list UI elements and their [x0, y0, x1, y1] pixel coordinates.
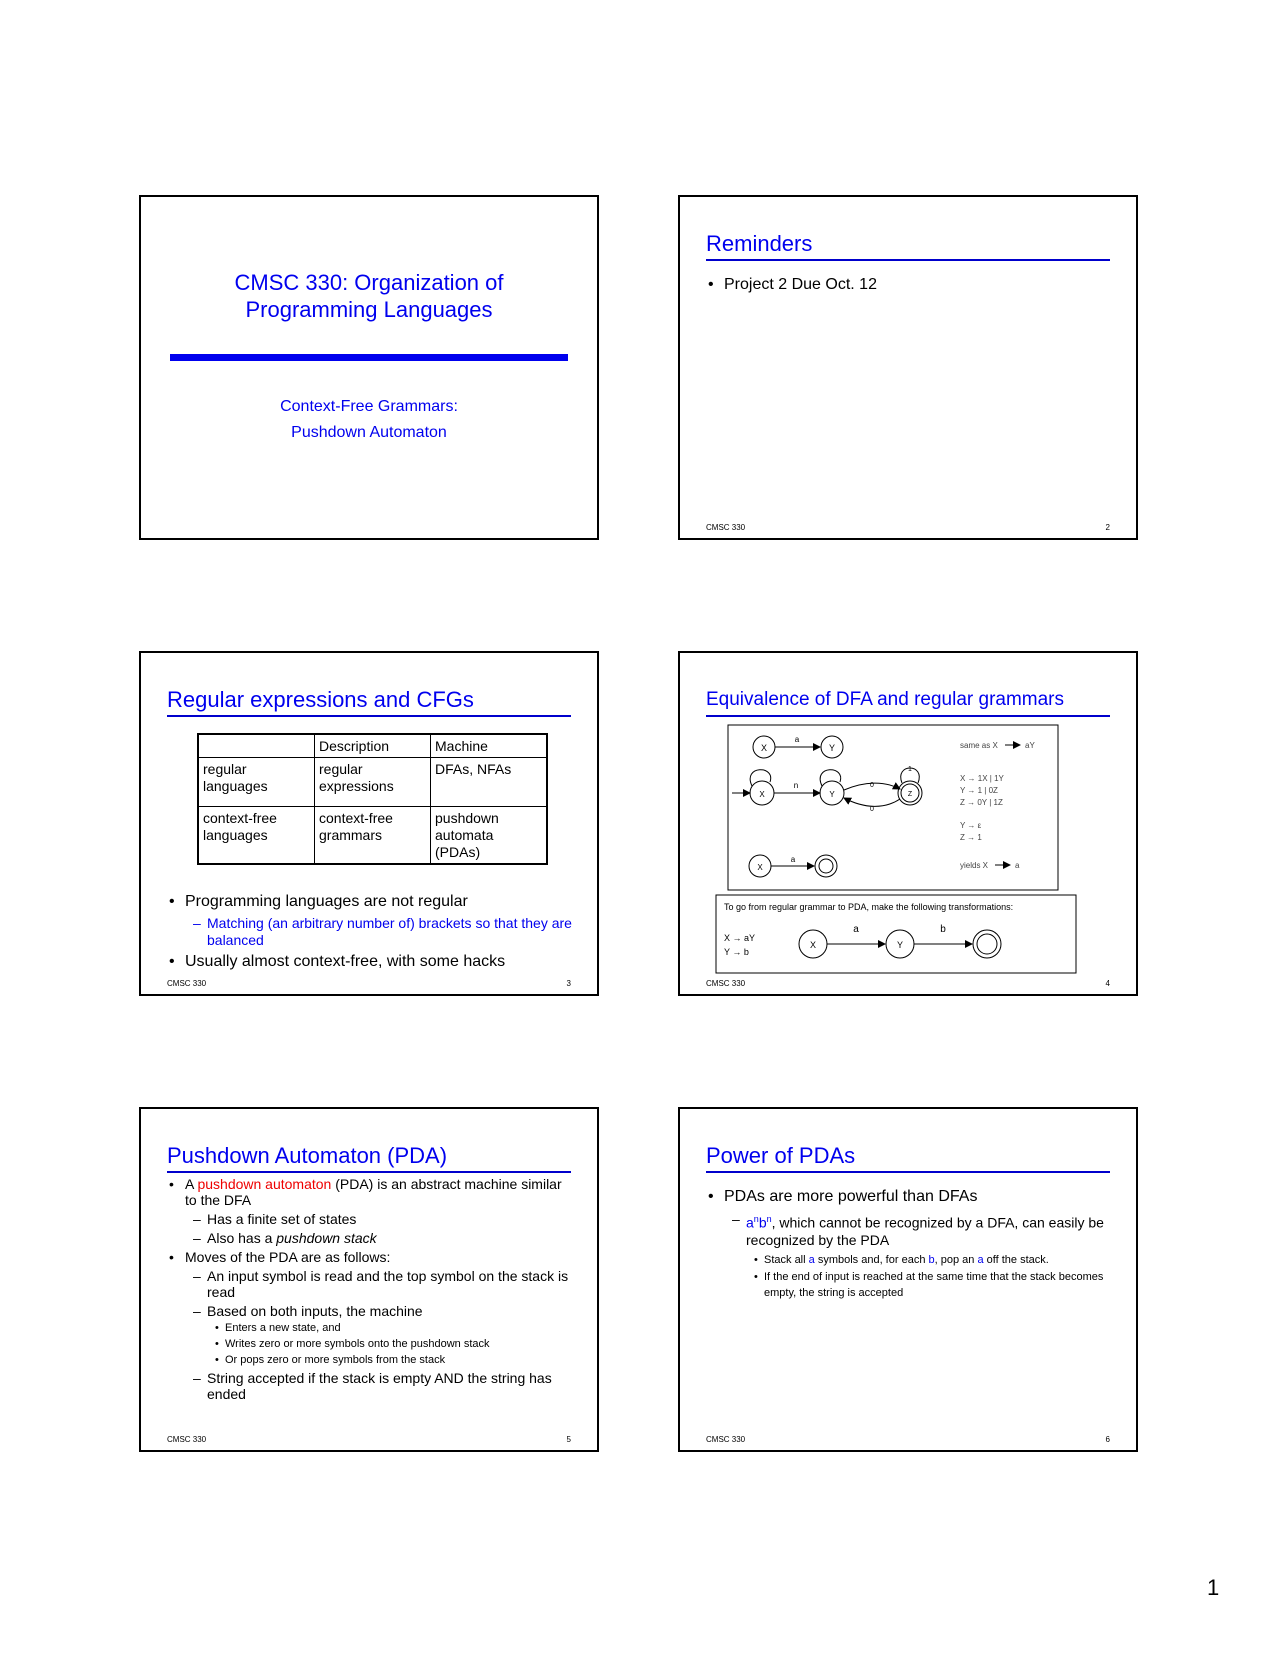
sub-bullet-item: – Matching (an arbitrary number of) brackets so that they are balanced — [167, 915, 573, 949]
sub-sub-bullet-item: • Enters a new state, and — [167, 1320, 573, 1336]
comparison-table — [197, 733, 548, 865]
sub-bullet-item: – Has a finite set of states — [167, 1211, 573, 1228]
table-cell: context-free grammars — [315, 807, 431, 865]
table-header-cell: Description — [315, 734, 431, 758]
grammar-rule: Y → 1 | 0Z — [960, 786, 998, 795]
bullet-list — [706, 275, 1112, 294]
state-z-label: Z — [907, 791, 913, 798]
transition-label: 1 — [908, 766, 912, 773]
footer-slide-number: 4 — [1105, 979, 1110, 988]
slide-5 — [139, 1107, 599, 1452]
footer-slide-number: 6 — [1105, 1435, 1110, 1444]
title-divider-bar — [170, 354, 568, 361]
rule-text: yields X — [960, 861, 989, 870]
rule-text-tail: a — [1015, 861, 1020, 870]
transition-label: a — [790, 855, 796, 864]
sub-bullet-item: – Based on both inputs, the machine — [167, 1303, 573, 1320]
table-cell: DFAs, NFAs — [431, 758, 548, 807]
slide-1 — [139, 195, 599, 540]
bullet-item: • Usually almost context-free, with some hacks — [167, 952, 573, 971]
course-title — [141, 269, 597, 323]
transition-label: b — [940, 924, 946, 935]
bullet-item: • Programming languages are not regular — [167, 892, 573, 911]
grammar-rule: Y → ε — [960, 821, 982, 830]
sub-sub-bullet-item: • Or pops zero or more symbols from the stack — [167, 1352, 573, 1368]
sub-sub-bullet-item: • Stack all a symbols and, for each b, pop an a off the stack. — [706, 1252, 1112, 1268]
slide-title: Power of PDAs — [706, 1143, 1110, 1173]
term-highlight: pushdown automaton — [197, 1176, 332, 1192]
slide-title: Equivalence of DFA and regular grammars — [706, 687, 1110, 717]
table-header-cell — [198, 734, 315, 758]
course-title-line-2: Programming Languages — [245, 297, 493, 322]
dfa-grammar-diagram — [680, 653, 1136, 994]
state-y-label: Y — [828, 743, 836, 753]
grammar-rule: Y → b — [724, 947, 749, 957]
transformation-caption: To go from regular grammar to PDA, make the following transformations: — [724, 902, 1014, 912]
bullet-item: • PDAs are more powerful than DFAs — [706, 1187, 1112, 1206]
footer-slide-number: 5 — [566, 1435, 571, 1444]
grammar-rule: Z → 1 — [960, 833, 982, 842]
lecture-subtitle — [141, 394, 597, 446]
slide-title: Pushdown Automaton (PDA) — [167, 1143, 571, 1173]
sub-bullet-item: – An input symbol is read and the top symbol on the stack is read — [167, 1268, 573, 1300]
slide-2 — [678, 195, 1138, 540]
self-loop-y — [820, 770, 841, 786]
bullet-list — [706, 1187, 1112, 1301]
state-x-label: X — [760, 743, 768, 753]
rule-text-tail: aY — [1025, 741, 1035, 750]
footer-course: CMSC 330 — [167, 1435, 207, 1444]
final-state — [815, 855, 837, 877]
pda-state-x-label: X — [809, 940, 817, 950]
footer-slide-number: 3 — [566, 979, 571, 988]
transition-label: 0 — [870, 806, 874, 813]
slide-title: Reminders — [706, 231, 1110, 261]
transition-label: 0 — [870, 782, 874, 789]
self-loop-x — [750, 770, 771, 786]
slide-3 — [139, 651, 599, 996]
grammar-rule: X → 1X | 1Y — [960, 774, 1004, 783]
table-cell: regular languages — [198, 758, 315, 807]
state-x3-label: X — [757, 863, 763, 872]
sub-bullet-item: – $a^nb^n$, which cannot be recognized by a DFA, can easily be recognized by the PDA — [706, 1211, 1112, 1249]
pda-state-y-label: Y — [896, 940, 904, 950]
rule-text: same as X — [960, 741, 998, 750]
transition-label: n — [793, 781, 799, 790]
transition-label: a — [853, 924, 859, 935]
subtitle-line-1: Context-Free Grammars: — [280, 398, 458, 415]
bullet-list — [167, 892, 573, 971]
subtitle-line-2: Pushdown Automaton — [291, 424, 447, 441]
bullet-item: • Moves of the PDA are as follows: — [167, 1249, 573, 1265]
sub-bullet-item: – String accepted if the stack is empty AND the string has ended — [167, 1370, 573, 1402]
grammar-rule: X → aY — [724, 933, 756, 943]
slide-title: Regular expressions and CFGs — [167, 687, 571, 717]
footer-course: CMSC 330 — [706, 1435, 746, 1444]
table-header-row — [198, 734, 547, 758]
page-number: 1 — [1207, 1575, 1220, 1600]
slide-4 — [678, 651, 1138, 996]
table-row — [198, 807, 547, 865]
table-cell: regular expressions — [315, 758, 431, 807]
slide-6 — [678, 1107, 1138, 1452]
footer-course: CMSC 330 — [706, 979, 746, 988]
footer-course: CMSC 330 — [167, 979, 207, 988]
table-cell: pushdown automata (PDAs) — [431, 807, 548, 865]
state-x2-label: X — [759, 790, 765, 799]
sub-sub-bullet-item: • If the end of input is reached at the same time that the stack becomes empty, the string is accepted — [706, 1269, 1112, 1301]
bullet-item: • A pushdown automaton (PDA) is an abstract machine similar to the DFA — [167, 1176, 573, 1208]
sub-bullet-item: – Also has a pushdown stack — [167, 1230, 573, 1247]
table-cell: context-free languages — [198, 807, 315, 865]
sub-sub-bullet-item: • Writes zero or more symbols onto the pushdown stack — [167, 1336, 573, 1352]
course-title-line-1: CMSC 330: Organization of — [234, 270, 504, 295]
grammar-rule: Z → 0Y | 1Z — [960, 798, 1003, 807]
transition-label: a — [794, 735, 800, 744]
state-y2-label: Y — [829, 790, 835, 799]
table-header-cell: Machine — [431, 734, 548, 758]
footer-course: CMSC 330 — [706, 523, 746, 532]
footer-slide-number: 2 — [1105, 523, 1110, 532]
table-row — [198, 758, 547, 807]
bullet-item: • Project 2 Due Oct. 12 — [706, 275, 1112, 294]
bullet-list — [167, 1176, 573, 1402]
